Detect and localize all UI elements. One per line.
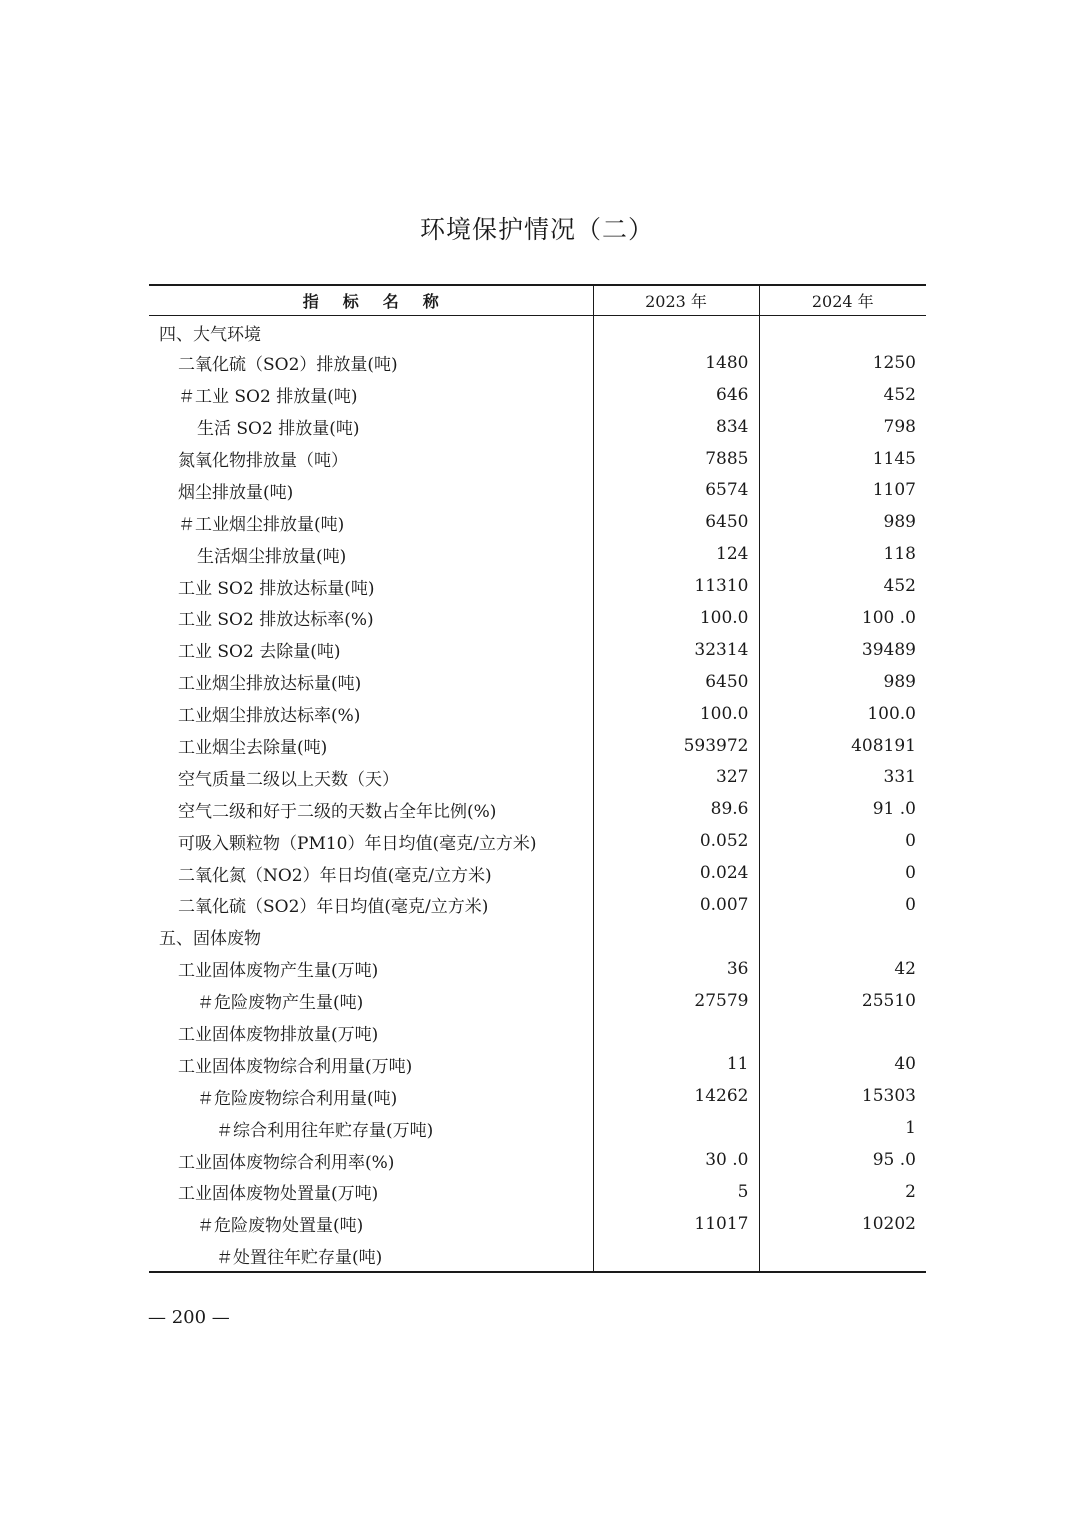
value-2024: 118: [759, 538, 926, 570]
value-2023: 6450: [593, 666, 759, 698]
value-2024: [759, 1017, 926, 1049]
indicator-name: 可吸入颗粒物（PM10）年日均值(毫克/立方米): [178, 833, 537, 854]
value-2024: 25510: [759, 985, 926, 1017]
table-row: [149, 793, 926, 825]
value-2023: 7885: [593, 443, 759, 475]
value-2024: 1250: [759, 347, 926, 379]
value-2023: 11017: [593, 1208, 759, 1240]
value-2023: 124: [593, 538, 759, 570]
statistics-table-container: [149, 284, 926, 1273]
indicator-name: 空气二级和好于二级的天数占全年比例(%): [178, 801, 497, 822]
table-row: [149, 1017, 926, 1049]
table-row: [149, 1176, 926, 1208]
value-2024: 2: [759, 1176, 926, 1208]
value-2023: 5: [593, 1176, 759, 1208]
indicator-name: ＃工业 SO2 排放量(吨): [178, 387, 358, 408]
indicator-name: 烟尘排放量(吨): [178, 482, 294, 503]
table-row: [149, 1112, 926, 1144]
table-row: [149, 953, 926, 985]
indicator-name: 工业烟尘排放达标量(吨): [178, 674, 362, 695]
value-2023: 6574: [593, 474, 759, 506]
table-row: [149, 602, 926, 634]
value-2023: 36: [593, 953, 759, 985]
value-2024: [759, 921, 926, 953]
indicator-name: 工业烟尘排放达标率(%): [178, 706, 361, 727]
table-row: [149, 1208, 926, 1240]
value-2023: 1480: [593, 347, 759, 379]
value-2024: 91 .0: [759, 793, 926, 825]
value-2024: 798: [759, 411, 926, 443]
value-2024: 0: [759, 825, 926, 857]
indicator-name: 工业 SO2 排放达标率(%): [178, 610, 374, 631]
table-row: [149, 857, 926, 889]
indicator-name: 工业 SO2 去除量(吨): [178, 642, 341, 663]
environment-statistics-table: [149, 284, 926, 1273]
value-2024: 95 .0: [759, 1144, 926, 1176]
indicator-name: 工业 SO2 排放达标量(吨): [178, 578, 375, 599]
value-2023: [593, 1017, 759, 1049]
value-2023: [593, 1112, 759, 1144]
indicator-name: ＃危险废物处置量(吨): [197, 1216, 364, 1237]
indicator-name: 工业固体废物处置量(万吨): [178, 1184, 379, 1205]
value-2024: 452: [759, 570, 926, 602]
table-row: [149, 634, 926, 666]
table-row: [149, 347, 926, 379]
table-row: [149, 825, 926, 857]
table-row: [149, 666, 926, 698]
value-2024: 10202: [759, 1208, 926, 1240]
table-row: [149, 698, 926, 730]
value-2024: 100 .0: [759, 602, 926, 634]
header-indicator-name: 指标名称: [149, 285, 593, 315]
value-2024: 1107: [759, 474, 926, 506]
indicator-name: ＃处置往年贮存量(吨): [149, 1240, 593, 1272]
section-header-row: [149, 315, 926, 347]
value-2024: 39489: [759, 634, 926, 666]
page-title: 环境保护情况（二）: [419, 215, 654, 244]
value-2024: 989: [759, 506, 926, 538]
indicator-name: 二氧化硫（SO2）排放量(吨): [178, 355, 398, 376]
indicator-name: 空气质量二级以上天数（天）: [178, 769, 399, 790]
table-row: [149, 761, 926, 793]
indicator-name: 四、大气环境: [159, 324, 261, 345]
value-2023: 646: [593, 379, 759, 411]
table-row: [149, 985, 926, 1017]
indicator-name: ＃危险废物产生量(吨): [197, 993, 364, 1014]
value-2023: 30 .0: [593, 1144, 759, 1176]
indicator-name: 二氧化硫（SO2）年日均值(毫克/立方米): [178, 897, 489, 918]
indicator-name: 工业固体废物综合利用率(%): [178, 1152, 395, 1173]
value-2024: 100.0: [759, 698, 926, 730]
value-2024: 331: [759, 761, 926, 793]
table-row: [149, 1080, 926, 1112]
value-2024: 42: [759, 953, 926, 985]
table-row: [149, 474, 926, 506]
value-2023: 6450: [593, 506, 759, 538]
table-row: [149, 1144, 926, 1176]
indicator-name: 氮氧化物排放量（吨）: [178, 451, 348, 471]
value-2023: [593, 1240, 759, 1272]
value-2023: 100.0: [593, 602, 759, 634]
indicator-name: 生活 SO2 排放量(吨): [197, 419, 360, 440]
table-row: [149, 379, 926, 411]
indicator-name: 工业固体废物排放量(万吨): [178, 1025, 379, 1046]
indicator-name: 工业固体废物综合利用量(万吨): [178, 1056, 413, 1077]
table-row: [149, 889, 926, 921]
table-header-row: [149, 285, 926, 315]
page-number: — 200 —: [148, 1307, 230, 1328]
value-2023: 0.007: [593, 889, 759, 921]
value-2024: 1145: [759, 443, 926, 475]
value-2024: 0: [759, 889, 926, 921]
indicator-name: ＃综合利用往年贮存量(万吨): [216, 1120, 434, 1141]
value-2024: 0: [759, 857, 926, 889]
table-row: [149, 443, 926, 475]
value-2023: 327: [593, 761, 759, 793]
table-row: [149, 1240, 926, 1272]
table-row: [149, 570, 926, 602]
indicator-name: 五、固体废物: [159, 929, 261, 950]
indicator-name: ＃危险废物综合利用量(吨): [197, 1088, 398, 1109]
table-row: [149, 538, 926, 570]
header-2023: 2023 年: [593, 285, 759, 315]
value-2023: 11310: [593, 570, 759, 602]
value-2023: 89.6: [593, 793, 759, 825]
indicator-name: ＃工业烟尘排放量(吨): [178, 514, 345, 535]
value-2023: 0.024: [593, 857, 759, 889]
value-2024: 989: [759, 666, 926, 698]
table-row: [149, 506, 926, 538]
header-2024: 2024 年: [759, 285, 926, 315]
indicator-name: 工业固体废物产生量(万吨): [178, 961, 379, 982]
value-2023: [593, 921, 759, 953]
value-2024: 40: [759, 1048, 926, 1080]
value-2023: 32314: [593, 634, 759, 666]
value-2024: 15303: [759, 1080, 926, 1112]
value-2024: [759, 1240, 926, 1272]
value-2023: 14262: [593, 1080, 759, 1112]
value-2024: 452: [759, 379, 926, 411]
value-2024: 408191: [759, 730, 926, 762]
section-header-row: [149, 921, 926, 953]
table-row: [149, 411, 926, 443]
table-row: [149, 1048, 926, 1080]
value-2023: 11: [593, 1048, 759, 1080]
value-2024: [759, 315, 926, 347]
indicator-name: 生活烟尘排放量(吨): [197, 546, 347, 567]
indicator-name: 工业烟尘去除量(吨): [178, 738, 328, 759]
indicator-name: 二氧化氮（NO2）年日均值(毫克/立方米): [178, 865, 492, 886]
value-2024: 1: [759, 1112, 926, 1144]
value-2023: [593, 315, 759, 347]
value-2023: 27579: [593, 985, 759, 1017]
table-body: [149, 315, 926, 1272]
table-row: [149, 730, 926, 762]
value-2023: 834: [593, 411, 759, 443]
value-2023: 100.0: [593, 698, 759, 730]
value-2023: 0.052: [593, 825, 759, 857]
value-2023: 593972: [593, 730, 759, 762]
